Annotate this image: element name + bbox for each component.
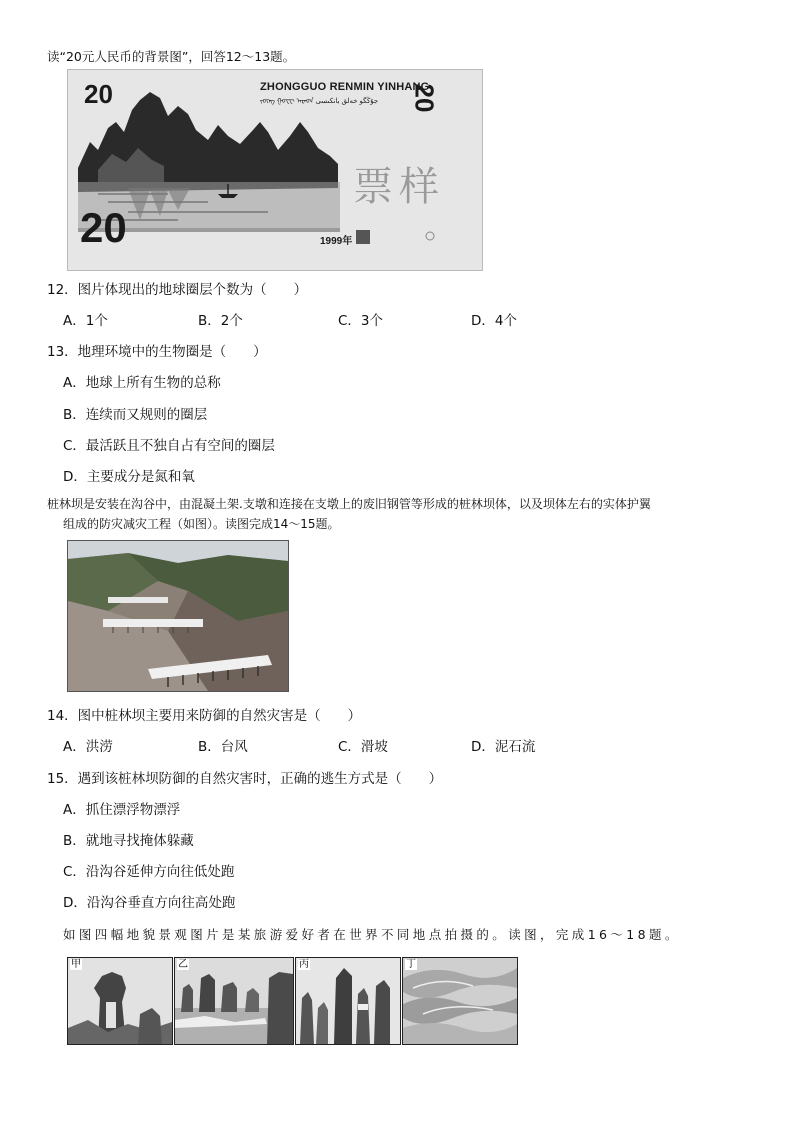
intro-text-1: 读“20元人民币的背景图”，回答12～13题。 bbox=[47, 49, 296, 64]
denomination-rotated: 20 bbox=[409, 83, 440, 113]
banknote-image bbox=[67, 69, 483, 271]
panel-label-ding: 丁 bbox=[406, 959, 416, 970]
specimen-watermark: 票样 bbox=[353, 165, 445, 209]
question-15-option-c: C．沿沟谷延伸方向往低处跑 bbox=[63, 864, 235, 880]
pile-forest-dam-photo bbox=[67, 540, 289, 692]
signature-seal bbox=[356, 230, 370, 244]
issue-year: 1999年 bbox=[320, 236, 353, 247]
arch-rock-illustration bbox=[68, 958, 172, 1044]
intro-text-3: 如图四幅地貌景观图片是某旅游爱好者在世界不同地点拍摄的。读图，完成16～18题。 bbox=[63, 927, 681, 942]
question-14-option-a: A．洪涝 bbox=[63, 739, 113, 755]
question-14-option-c: C．滑坡 bbox=[338, 739, 388, 755]
panel-label-yi: 乙 bbox=[178, 959, 188, 970]
question-14-option-d: D．泥石流 bbox=[471, 739, 536, 755]
question-12-stem: 12．图片体现出的地球圈层个数为（ ） bbox=[47, 282, 308, 298]
question-14-option-b: B．台风 bbox=[198, 739, 248, 755]
panel-label-bing: 丙 bbox=[299, 959, 309, 970]
sand-dunes-illustration bbox=[403, 958, 517, 1044]
bank-name: ZHONGGUO RENMIN YINHANG bbox=[260, 81, 430, 93]
panel-label-jia: 甲 bbox=[71, 959, 81, 970]
sea-stacks-illustration bbox=[175, 958, 293, 1044]
question-14-stem: 14．图中桩林坝主要用来防御的自然灾害是（ ） bbox=[47, 708, 362, 724]
minority-script-text: ᠵᠦᠩ ᠭᠤᠸᠧ ᠠᠷᠠᠳ جۇڭگو خەلق بانكىسى bbox=[260, 98, 379, 105]
denomination-bottom: 20 bbox=[80, 204, 127, 251]
intro-text-2-line-2: 组成的防灾减灾工程（如图）。读图完成14～15题。 bbox=[63, 517, 340, 531]
question-13-option-d: D．主要成分是氮和氧 bbox=[63, 469, 195, 485]
landform-panel-ding bbox=[402, 957, 518, 1045]
question-12-option-b: B．2个 bbox=[198, 313, 243, 329]
stone-forest-illustration bbox=[296, 958, 400, 1044]
question-15-stem: 15．遇到该桩林坝防御的自然灾害时，正确的逃生方式是（ ） bbox=[47, 771, 443, 787]
denomination-top: 20 bbox=[84, 79, 113, 109]
question-13-option-c: C．最活跃且不独自占有空间的圈层 bbox=[63, 438, 275, 454]
question-13-stem: 13．地理环境中的生物圈是（ ） bbox=[47, 344, 267, 360]
intro-text-2-line-1: 桩林坝是安装在沟谷中，由混凝土架.支墩和连接在支墩上的废旧钢管等形成的桩林坝体，以及坝体左右的实体护翼 bbox=[47, 497, 651, 511]
question-15-option-d: D．沿沟谷垂直方向往高处跑 bbox=[63, 895, 236, 911]
dam-valley-illustration bbox=[68, 541, 288, 691]
question-12-option-d: D．4个 bbox=[471, 313, 517, 329]
question-12-option-c: C．3个 bbox=[338, 313, 384, 329]
landform-panel-bing bbox=[295, 957, 401, 1045]
question-15-option-b: B．就地寻找掩体躲藏 bbox=[63, 833, 194, 849]
question-13-option-a: A．地球上所有生物的总称 bbox=[63, 375, 221, 391]
question-15-option-a: A．抓住漂浮物漂浮 bbox=[63, 802, 181, 818]
landform-panel-yi bbox=[174, 957, 294, 1045]
landform-panel-jia bbox=[67, 957, 173, 1045]
question-12-option-a: A．1个 bbox=[63, 313, 108, 329]
question-13-option-b: B．连续而又规则的圈层 bbox=[63, 407, 208, 423]
